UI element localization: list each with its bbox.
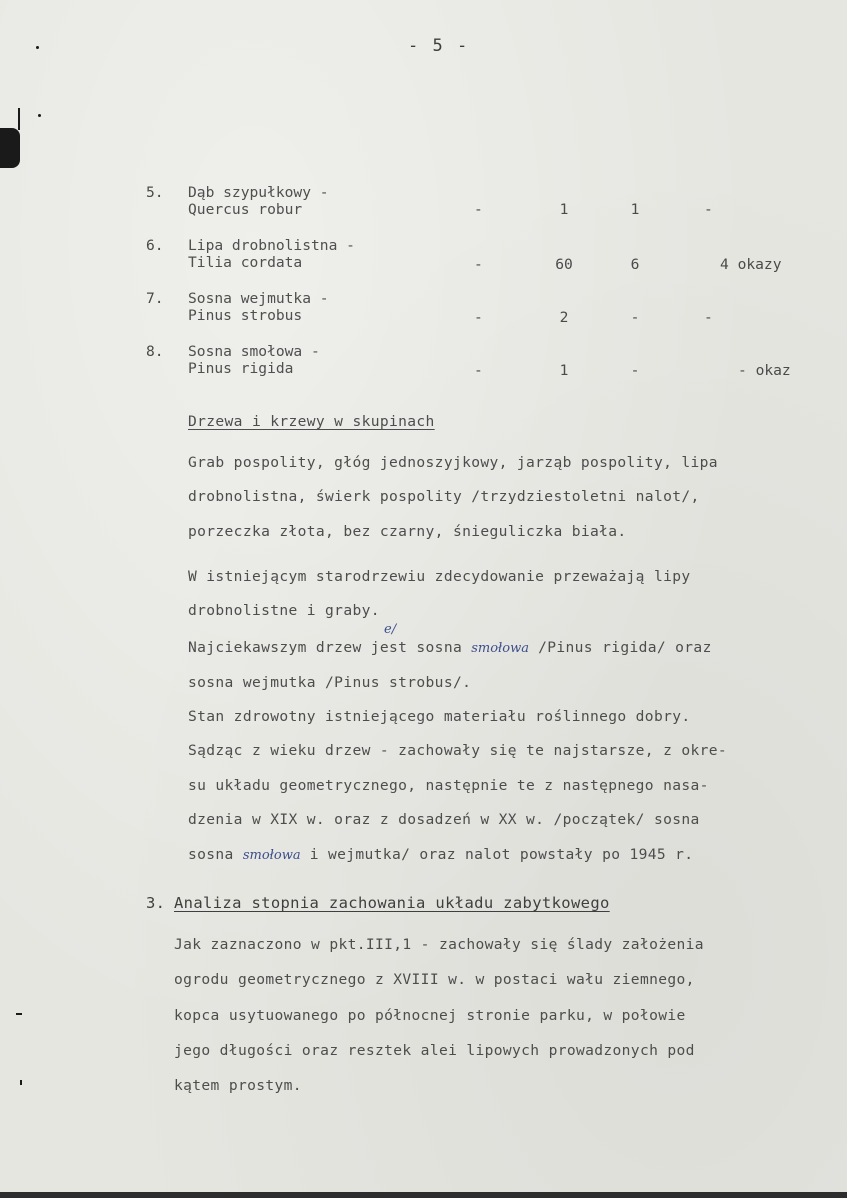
- cell-col3: -: [630, 362, 640, 379]
- cell-col1: -: [474, 309, 483, 326]
- section-number: 3.: [146, 894, 166, 912]
- paragraph-line: W istniejącym starodrzewiu zdecydowanie przeważają lipy: [188, 568, 691, 585]
- paragraph-line: drobnolistna, świerk pospolity /trzydziestoletni nalot/,: [188, 488, 700, 505]
- species-name-pl: Dąb szypułkowy -: [188, 184, 329, 201]
- row-number: 8.: [146, 343, 164, 360]
- species-name-pl: Sosna smołowa -: [188, 343, 320, 360]
- cell-col2: 60: [555, 256, 573, 273]
- page-number: - 5 -: [408, 36, 470, 56]
- species-name-lat: Quercus robur: [188, 201, 303, 218]
- cell-col4: -: [704, 309, 713, 326]
- cell-col2: 2: [559, 309, 569, 326]
- paragraph-line: Jak zaznaczono w pkt.III,1 - zachowały się ślady założenia: [174, 936, 704, 953]
- cell-col1: -: [474, 201, 483, 218]
- section-heading-analysis: Analiza stopnia zachowania układu zabytkowego: [174, 894, 610, 912]
- cell-col2: 1: [559, 201, 569, 218]
- paragraph-line: kątem prostym.: [174, 1077, 302, 1094]
- scan-edge-mark: [18, 108, 20, 130]
- scan-edge-mark: [38, 114, 41, 117]
- species-name-pl: Sosna wejmutka -: [188, 290, 329, 307]
- section-heading-groups: Drzewa i krzewy w skupinach: [188, 413, 435, 430]
- cell-col2: 1: [559, 362, 569, 379]
- cell-col4: -: [704, 201, 713, 218]
- cell-col3: -: [630, 309, 640, 326]
- paragraph-line: porzeczka złota, bez czarny, śnieguliczka biała.: [188, 523, 627, 540]
- paragraph-line: drobnolistne i graby.: [188, 602, 380, 619]
- cell-col5: 4 okazy: [720, 256, 782, 273]
- species-name-lat: Tilia cordata: [188, 254, 303, 271]
- paragraph-line: kopca usytuowanego po północnej stronie parku, w połowie: [174, 1007, 686, 1024]
- scan-edge-mark: [36, 46, 39, 49]
- paragraph-line: dzenia w XIX w. oraz z dosadzeń w XX w. /początek/ sosna: [188, 811, 700, 828]
- text-fragment: /Pinus rigida/ oraz: [528, 639, 712, 656]
- cell-col1: -: [474, 256, 483, 273]
- handwritten-insert: smołowa: [471, 641, 529, 656]
- scan-edge-mark: [20, 1080, 22, 1085]
- handwritten-correction: e/: [384, 622, 397, 637]
- species-name-lat: Pinus rigida: [188, 360, 294, 377]
- species-name-lat: Pinus strobus: [188, 307, 303, 324]
- paragraph-line: [188, 639, 712, 656]
- cell-col3: 1: [630, 201, 640, 218]
- paragraph-line: [188, 846, 693, 863]
- scan-edge-mark: [16, 1013, 22, 1015]
- species-name-pl: Lipa drobnolistna -: [188, 237, 355, 254]
- cell-col3: 6: [630, 256, 640, 273]
- paragraph-line: Stan zdrowotny istniejącego materiału roślinnego dobry.: [188, 708, 691, 725]
- row-number: 7.: [146, 290, 164, 307]
- paragraph-line: su układu geometrycznego, następnie te z następnego nasa-: [188, 777, 709, 794]
- cell-col5: - okaz: [738, 362, 791, 379]
- text-fragment: Najciekawszym drzew: [188, 639, 362, 656]
- paragraph-line: Grab pospolity, głóg jednoszyjkowy, jarząb pospolity, lipa: [188, 454, 718, 471]
- handwritten-insert: smołowa: [242, 848, 301, 863]
- paragraph-line: sosna wejmutka /Pinus strobus/.: [188, 674, 472, 691]
- row-number: 6.: [146, 237, 164, 254]
- text-fragment: jest sosna: [361, 639, 472, 656]
- row-number: 5.: [146, 184, 164, 201]
- text-fragment: i wejmutka/ oraz nalot powstały po 1945 r.: [300, 846, 694, 863]
- scan-edge-mark: [0, 128, 20, 168]
- cell-col1: -: [474, 362, 483, 379]
- paragraph-line: Sądząc z wieku drzew - zachowały się te najstarsze, z okre-: [188, 742, 728, 759]
- text-fragment: sosna: [188, 846, 243, 863]
- paragraph-line: jego długości oraz resztek alei lipowych prowadzonych pod: [174, 1042, 695, 1059]
- paragraph-line: ogrodu geometrycznego z XVIII w. w postaci wału ziemnego,: [174, 971, 695, 988]
